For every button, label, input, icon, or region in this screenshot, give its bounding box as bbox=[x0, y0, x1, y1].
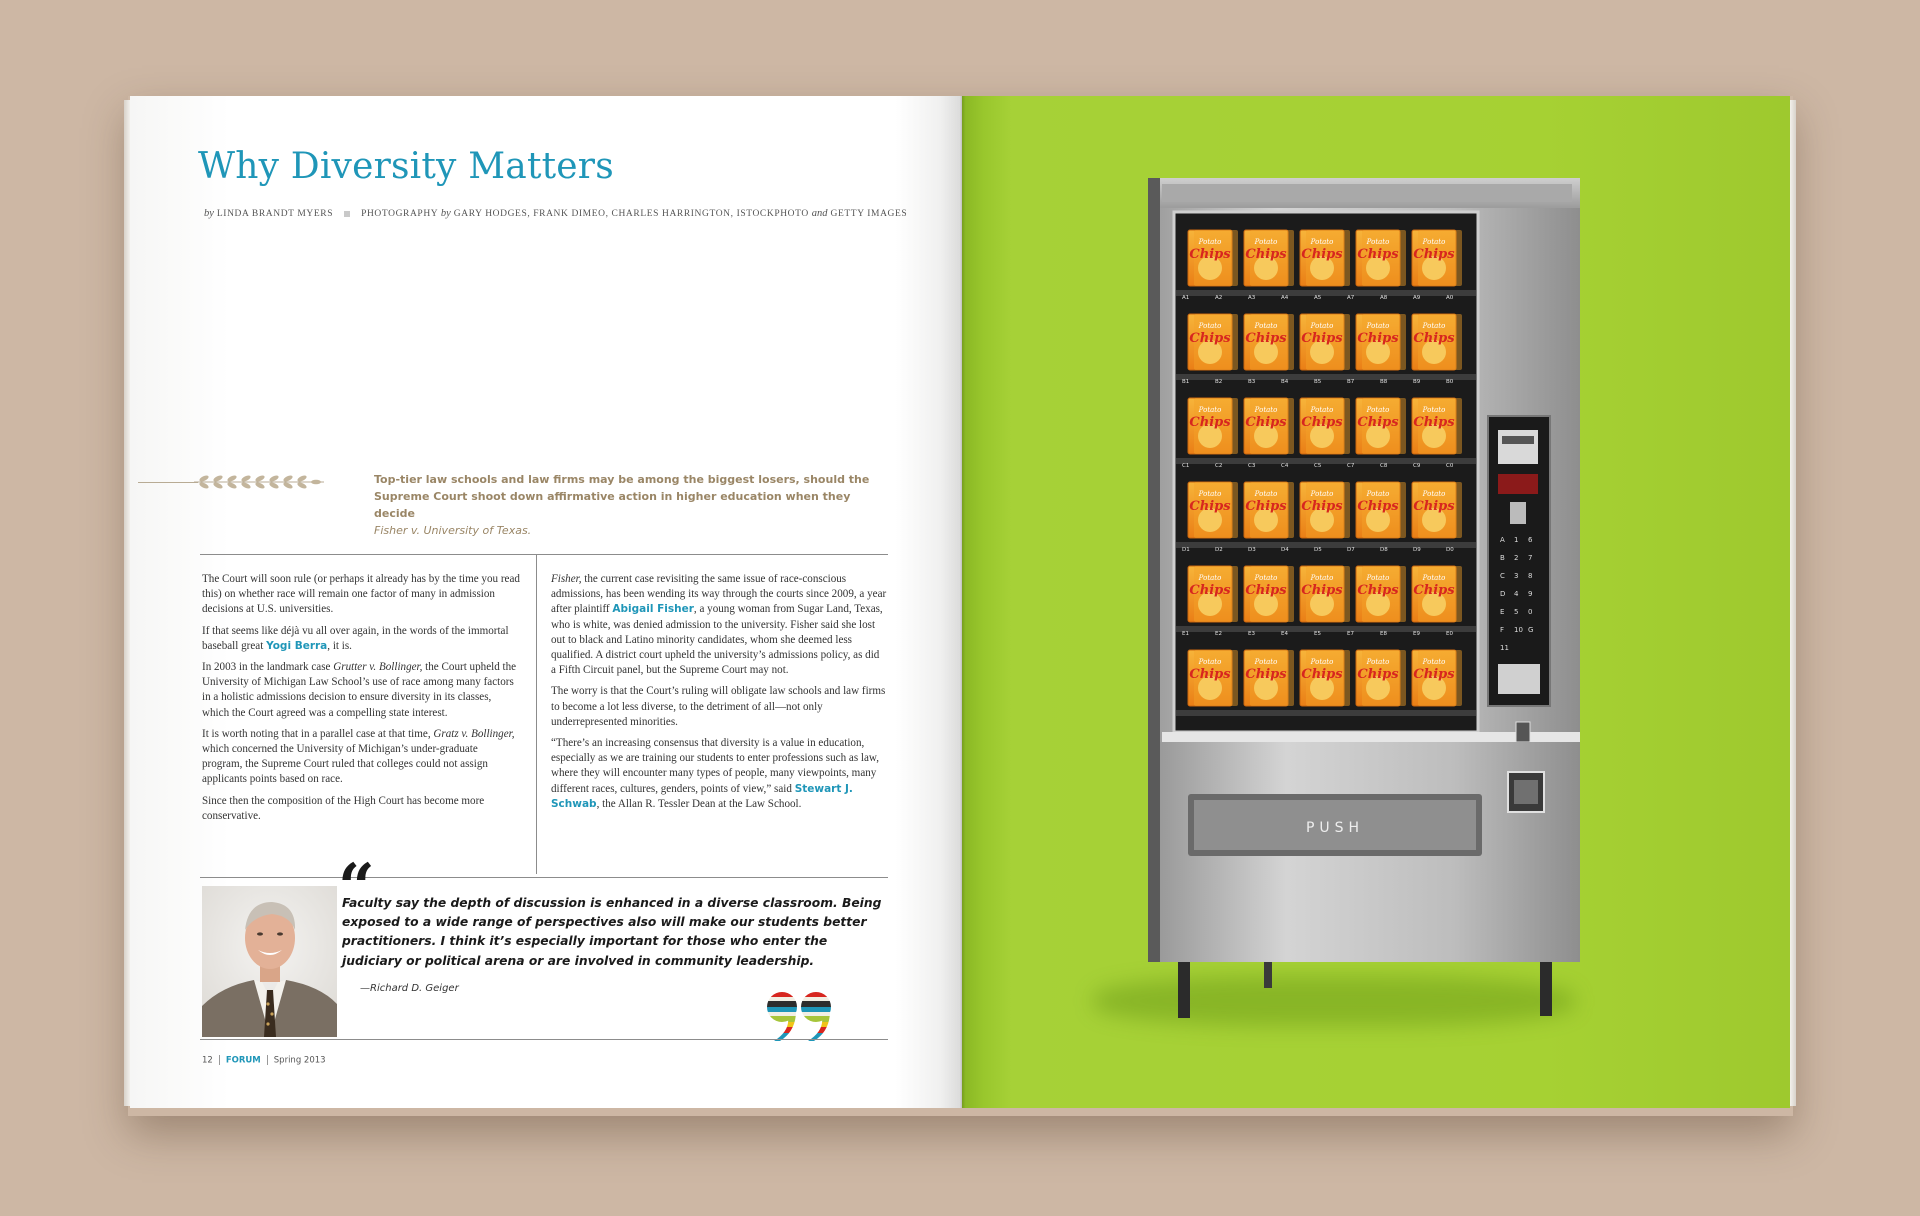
svg-text:Potato: Potato bbox=[1310, 238, 1334, 246]
svg-text:Chips: Chips bbox=[1245, 415, 1287, 430]
chips-bag-icon bbox=[1188, 398, 1238, 454]
quote-top-rule bbox=[200, 877, 888, 878]
chips-bag-icon bbox=[1244, 650, 1294, 706]
slot-label: E0 bbox=[1446, 631, 1453, 637]
byline-and: and bbox=[811, 208, 828, 219]
folio bbox=[202, 1055, 326, 1066]
chips-bag-icon bbox=[1356, 482, 1406, 538]
slot-label: C5 bbox=[1314, 463, 1322, 469]
svg-text:Chips: Chips bbox=[1357, 331, 1399, 346]
slot-label: D5 bbox=[1314, 547, 1322, 553]
chips-bag-icon bbox=[1244, 314, 1294, 370]
article-title: Why Diversity Matters bbox=[198, 146, 614, 187]
svg-text:Potato: Potato bbox=[1198, 238, 1222, 246]
slot-label: D3 bbox=[1248, 547, 1256, 553]
slot-label: B5 bbox=[1314, 379, 1322, 385]
chips-bag-icon bbox=[1244, 230, 1294, 286]
slot-label: B1 bbox=[1182, 379, 1190, 385]
svg-text:Chips: Chips bbox=[1357, 667, 1399, 682]
column-top-rule bbox=[200, 554, 888, 555]
slot-label: C3 bbox=[1248, 463, 1256, 469]
keypad-key: 11 bbox=[1500, 644, 1509, 652]
paragraph: Since then the composition of the High Court has become more conservative. bbox=[202, 794, 485, 822]
slot-label: D9 bbox=[1413, 547, 1421, 553]
svg-text:Chips: Chips bbox=[1301, 415, 1343, 430]
chips-bag-icon bbox=[1412, 314, 1462, 370]
slot-label: B3 bbox=[1248, 379, 1256, 385]
keypad-key: A bbox=[1500, 536, 1505, 544]
slot-label: B9 bbox=[1413, 379, 1421, 385]
svg-text:Chips: Chips bbox=[1301, 583, 1343, 598]
chips-bag-icon bbox=[1412, 482, 1462, 538]
chips-bag-icon bbox=[1412, 230, 1462, 286]
keypad-key: 2 bbox=[1514, 554, 1519, 562]
quote-attribution: —Richard D. Geiger bbox=[360, 983, 459, 994]
slot-label: C0 bbox=[1446, 463, 1454, 469]
chips-bag-icon bbox=[1356, 650, 1406, 706]
slot-label: D1 bbox=[1182, 547, 1190, 553]
svg-text:Chips: Chips bbox=[1413, 331, 1455, 346]
slot-label: E8 bbox=[1380, 631, 1387, 637]
name-link-stewart-schwab[interactable]: Stewart J. Schwab bbox=[551, 782, 853, 810]
wheat-ornament-icon bbox=[194, 474, 324, 490]
body-column-right bbox=[551, 572, 887, 818]
close-quote-mark-icon bbox=[766, 991, 846, 1041]
byline bbox=[204, 208, 907, 219]
byline-credits: GARY HODGES, FRANK DIMEO, CHARLES HARRINGTON, ISTOCKPHOTO bbox=[453, 209, 809, 219]
slot-label: C2 bbox=[1215, 463, 1223, 469]
svg-text:Potato: Potato bbox=[1254, 406, 1278, 414]
paragraph: The Court will soon rule (or perhaps it already has by the time you read this) on whether race will remain one factor of many in admission decisions at U.S. universities. bbox=[202, 573, 520, 616]
pull-quote-case: Fisher v. University of Texas. bbox=[374, 524, 532, 537]
svg-text:Potato: Potato bbox=[1422, 406, 1446, 414]
slot-label: D4 bbox=[1281, 547, 1289, 553]
svg-text:Potato: Potato bbox=[1366, 658, 1390, 666]
slot-label: C9 bbox=[1413, 463, 1421, 469]
svg-text:Potato: Potato bbox=[1422, 238, 1446, 246]
svg-text:Chips: Chips bbox=[1189, 415, 1231, 430]
chips-bag-icon bbox=[1188, 230, 1238, 286]
svg-text:Potato: Potato bbox=[1422, 490, 1446, 498]
chips-bag-icon bbox=[1300, 650, 1350, 706]
slot-label: A2 bbox=[1215, 295, 1223, 301]
chips-bag-icon bbox=[1356, 230, 1406, 286]
byline-by2: by bbox=[440, 208, 451, 219]
featured-quote-text: Faculty say the depth of discussion is enhanced in a diverse classroom. Being exposed to a wide range of perspectives also will make our students better practitioners. I think it’s especially important for those who enter the judiciary or political arena or are involved in community leadership. bbox=[342, 896, 882, 968]
svg-text:Chips: Chips bbox=[1189, 667, 1231, 682]
paragraph: It is worth noting that in a parallel case at that time, Gratz v. Bollinger, which concerned the University of Michigan’s under-graduate program, the Supreme Court ruled that colleges could not assign applicants points based on race. bbox=[202, 727, 515, 786]
svg-text:Potato: Potato bbox=[1254, 238, 1278, 246]
folio-separator bbox=[267, 1055, 268, 1065]
slot-label: A3 bbox=[1248, 295, 1256, 301]
svg-text:Chips: Chips bbox=[1245, 583, 1287, 598]
chips-bag-icon bbox=[1412, 650, 1462, 706]
page-edge-right bbox=[1790, 100, 1796, 1106]
slot-label: E1 bbox=[1182, 631, 1189, 637]
pull-quote bbox=[374, 471, 894, 539]
svg-text:Potato: Potato bbox=[1198, 574, 1222, 582]
svg-text:Potato: Potato bbox=[1198, 322, 1222, 330]
svg-text:Potato: Potato bbox=[1366, 490, 1390, 498]
svg-text:Chips: Chips bbox=[1189, 247, 1231, 262]
chips-bag-icon bbox=[1356, 314, 1406, 370]
pull-quote-text: Top-tier law schools and law firms may be among the biggest losers, should the Supreme Court shoot down affirmative action in higher education when they decide bbox=[374, 473, 870, 520]
shelf-rail bbox=[1176, 710, 1476, 716]
slot-label: D7 bbox=[1347, 547, 1355, 553]
svg-text:Potato: Potato bbox=[1198, 490, 1222, 498]
paragraph: Fisher, the current case revisiting the same issue of race-conscious admissions, has been wending its way through the courts since 2009, a year after plaintiff Abigail Fisher, a young woman from Sugar Land, Texas, who is white, was denied admission to the university. Fisher said she lost out to black and Latino minority candidates, whom she deemed less qualified. A district court upheld the university’s admissions policy, as did a Fifth Circuit panel, but the Supreme Court may not. bbox=[551, 573, 887, 677]
byline-photo-prefix: PHOTOGRAPHY bbox=[361, 209, 438, 219]
svg-text:Chips: Chips bbox=[1245, 667, 1287, 682]
svg-text:Chips: Chips bbox=[1413, 415, 1455, 430]
slot-label: A5 bbox=[1314, 295, 1322, 301]
quote-bottom-rule bbox=[200, 1039, 888, 1040]
slot-label: A4 bbox=[1281, 295, 1289, 301]
slot-label: D2 bbox=[1215, 547, 1223, 553]
right-page-photo bbox=[962, 96, 1790, 1108]
left-page bbox=[130, 96, 962, 1108]
svg-text:Chips: Chips bbox=[1189, 583, 1231, 598]
chips-bag-icon bbox=[1188, 650, 1238, 706]
slot-label: D8 bbox=[1380, 547, 1388, 553]
svg-text:Chips: Chips bbox=[1357, 247, 1399, 262]
slot-label: A9 bbox=[1413, 295, 1421, 301]
slot-label: C8 bbox=[1380, 463, 1388, 469]
keypad-key: 3 bbox=[1514, 572, 1519, 580]
svg-text:Potato: Potato bbox=[1254, 658, 1278, 666]
pull-quote-leader-line bbox=[138, 482, 198, 483]
chips-bag-icon bbox=[1300, 398, 1350, 454]
svg-text:Potato: Potato bbox=[1366, 406, 1390, 414]
slot-label: E4 bbox=[1281, 631, 1288, 637]
svg-text:Chips: Chips bbox=[1245, 331, 1287, 346]
chips-bag-icon bbox=[1356, 398, 1406, 454]
chips-bag-icon bbox=[1412, 398, 1462, 454]
svg-text:Potato: Potato bbox=[1422, 658, 1446, 666]
chips-bag-icon bbox=[1300, 314, 1350, 370]
portrait-photo bbox=[202, 886, 337, 1037]
chips-bag-icon bbox=[1244, 482, 1294, 538]
svg-text:Chips: Chips bbox=[1413, 247, 1455, 262]
svg-text:Chips: Chips bbox=[1413, 583, 1455, 598]
slot-label: E9 bbox=[1413, 631, 1420, 637]
name-link-abigail-fisher[interactable]: Abigail Fisher bbox=[612, 603, 694, 616]
chips-bag-icon bbox=[1300, 566, 1350, 622]
keypad-key: 8 bbox=[1528, 572, 1533, 580]
svg-text:Chips: Chips bbox=[1301, 247, 1343, 262]
paragraph: In 2003 in the landmark case Grutter v. Bollinger, the Court upheld the University of Michigan Law School’s use of race among many factors in a holistic admissions decision to ensure diversity in its classes, which the Court agreed was a compelling state interest. bbox=[202, 661, 517, 719]
keypad-key: B bbox=[1500, 554, 1505, 562]
chips-bag-icon bbox=[1244, 398, 1294, 454]
magazine-name: FORUM bbox=[225, 1055, 261, 1066]
slot-label: B8 bbox=[1380, 379, 1388, 385]
chips-bag-icon bbox=[1188, 482, 1238, 538]
keypad-key: 10 bbox=[1514, 626, 1523, 634]
keypad-key: F bbox=[1500, 626, 1505, 634]
keypad-key: 9 bbox=[1528, 590, 1533, 598]
byline-credits-end: GETTY IMAGES bbox=[830, 209, 908, 219]
slot-label: E2 bbox=[1215, 631, 1222, 637]
slot-label: B2 bbox=[1215, 379, 1223, 385]
svg-text:Potato: Potato bbox=[1310, 406, 1334, 414]
keypad-key: C bbox=[1500, 572, 1505, 580]
svg-text:Chips: Chips bbox=[1189, 499, 1231, 514]
vending-machine-illustration bbox=[1148, 178, 1580, 1022]
svg-text:Potato: Potato bbox=[1310, 574, 1334, 582]
svg-text:Chips: Chips bbox=[1413, 499, 1455, 514]
svg-text:Potato: Potato bbox=[1366, 238, 1390, 246]
page-number: 12 bbox=[202, 1055, 213, 1066]
slot-label: A1 bbox=[1182, 295, 1190, 301]
svg-text:Chips: Chips bbox=[1245, 247, 1287, 262]
keypad-key: 7 bbox=[1528, 554, 1533, 562]
slot-label: A8 bbox=[1380, 295, 1388, 301]
svg-text:Chips: Chips bbox=[1357, 583, 1399, 598]
slot-label: E3 bbox=[1248, 631, 1255, 637]
chips-bag-icon bbox=[1300, 230, 1350, 286]
keypad-key: 0 bbox=[1528, 608, 1533, 616]
svg-text:Chips: Chips bbox=[1413, 667, 1455, 682]
svg-text:Potato: Potato bbox=[1254, 574, 1278, 582]
slot-label: E7 bbox=[1347, 631, 1354, 637]
keypad-key: E bbox=[1500, 608, 1505, 616]
svg-text:Potato: Potato bbox=[1198, 406, 1222, 414]
svg-text:Chips: Chips bbox=[1357, 415, 1399, 430]
body-column-left bbox=[202, 572, 520, 830]
issue-date: Spring 2013 bbox=[273, 1055, 326, 1066]
byline-by: by bbox=[204, 208, 214, 219]
chips-bag-icon bbox=[1412, 566, 1462, 622]
svg-text:Chips: Chips bbox=[1301, 331, 1343, 346]
slot-label: C7 bbox=[1347, 463, 1355, 469]
slot-label: B0 bbox=[1446, 379, 1454, 385]
slot-label: B4 bbox=[1281, 379, 1289, 385]
svg-text:Potato: Potato bbox=[1310, 658, 1334, 666]
column-divider bbox=[536, 554, 537, 874]
svg-text:Potato: Potato bbox=[1366, 322, 1390, 330]
svg-text:Potato: Potato bbox=[1310, 322, 1334, 330]
byline-separator bbox=[344, 211, 350, 217]
chips-bag-icon bbox=[1356, 566, 1406, 622]
svg-text:Chips: Chips bbox=[1245, 499, 1287, 514]
slot-label: D0 bbox=[1446, 547, 1454, 553]
keypad-key: G bbox=[1528, 626, 1534, 634]
keypad-key: 5 bbox=[1514, 608, 1519, 616]
slot-label: B7 bbox=[1347, 379, 1355, 385]
svg-text:Potato: Potato bbox=[1254, 322, 1278, 330]
keypad-key: 1 bbox=[1514, 536, 1519, 544]
slot-label: C1 bbox=[1182, 463, 1190, 469]
slot-label: A7 bbox=[1347, 295, 1355, 301]
svg-text:Potato: Potato bbox=[1422, 574, 1446, 582]
slot-label: C4 bbox=[1281, 463, 1289, 469]
keypad-key: 6 bbox=[1528, 536, 1533, 544]
keypad-key: D bbox=[1500, 590, 1506, 598]
paragraph: The worry is that the Court’s ruling will obligate law schools and law firms to become a lot less diverse, to the detriment of all—not only underrepresented minorities. bbox=[551, 685, 886, 728]
svg-text:Potato: Potato bbox=[1254, 490, 1278, 498]
svg-text:Chips: Chips bbox=[1301, 499, 1343, 514]
chips-bag-icon bbox=[1244, 566, 1294, 622]
slot-label: E5 bbox=[1314, 631, 1321, 637]
keypad-key: 4 bbox=[1514, 590, 1519, 598]
push-label: PUSH bbox=[1305, 820, 1365, 836]
chips-bag-icon bbox=[1188, 314, 1238, 370]
svg-text:Potato: Potato bbox=[1198, 658, 1222, 666]
chips-bag-icon bbox=[1300, 482, 1350, 538]
svg-text:Chips: Chips bbox=[1189, 331, 1231, 346]
svg-text:Chips: Chips bbox=[1357, 499, 1399, 514]
byline-author: LINDA BRANDT MYERS bbox=[216, 209, 334, 219]
name-link-yogi-berra[interactable]: Yogi Berra bbox=[266, 639, 328, 652]
paragraph: If that seems like déjà vu all over again, in the words of the immortal baseball great Yogi Berra, it is. bbox=[202, 624, 509, 652]
folio-separator bbox=[219, 1055, 220, 1065]
open-quote-mark: “ bbox=[338, 850, 375, 925]
slot-label: A0 bbox=[1446, 295, 1454, 301]
svg-text:Chips: Chips bbox=[1301, 667, 1343, 682]
svg-text:Potato: Potato bbox=[1422, 322, 1446, 330]
svg-text:Potato: Potato bbox=[1366, 574, 1390, 582]
chips-bag-icon bbox=[1188, 566, 1238, 622]
svg-text:Potato: Potato bbox=[1310, 490, 1334, 498]
paragraph: “There’s an increasing consensus that diversity is a value in education, especially as we are training our students to enter professions such as law, where they will encounter many types of people, many viewpoints, many different races, cultures, genders, points of view,” said Stewart J. Schwab, the Allan R. Tessler Dean at the Law School. bbox=[551, 737, 879, 810]
